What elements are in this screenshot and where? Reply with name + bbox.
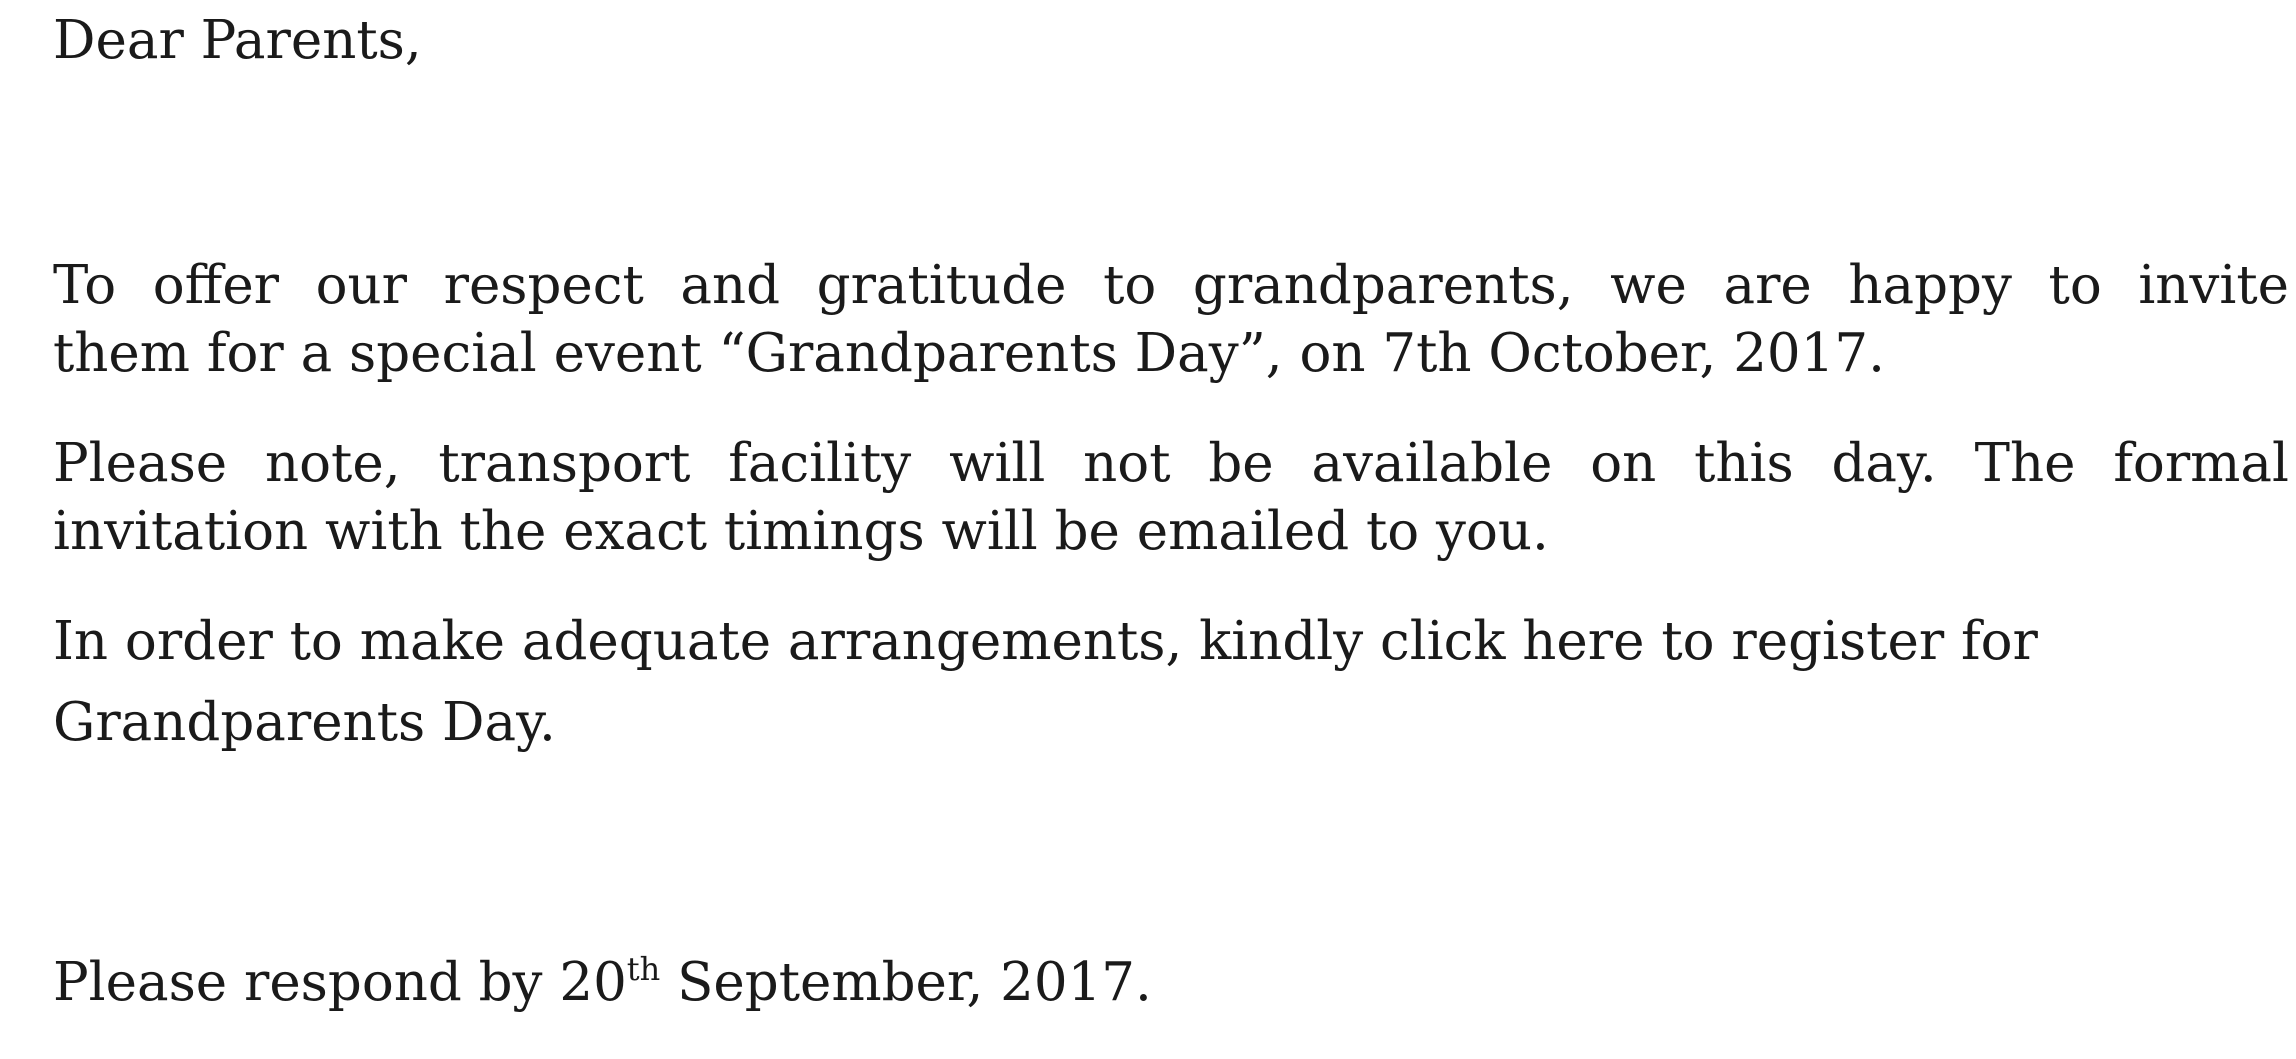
paragraph-1-line-1: To offer our respect and gratitude to grandparents, we are happy to invite: [53, 255, 2289, 316]
paragraph-3-line-1: [53, 611, 2038, 672]
paragraph-2-line-2: invitation with the exact timings will be emailed to you.: [53, 501, 1549, 562]
paragraph-2-line-1: Please note, transport facility will not be available on this day. The formal: [53, 433, 2289, 494]
respond-date-superscript: th: [626, 950, 661, 988]
paragraph-1-line-2: them for a special event “Grandparents Day”, on 7th October, 2017.: [53, 323, 1885, 384]
salutation: Dear Parents,: [53, 10, 422, 71]
paragraph-3-text-after-link: to register for: [1644, 611, 2038, 672]
paragraph-3-line-2: Grandparents Day.: [53, 692, 556, 753]
respond-text-after: September, 2017.: [660, 952, 1152, 1013]
respond-text-before: Please respond by 20: [53, 952, 627, 1013]
respond-by-line: [53, 950, 1152, 1013]
register-link[interactable]: click here: [1380, 611, 1645, 672]
paragraph-3-text-before-link: In order to make adequate arrangements, kindly: [53, 611, 1381, 672]
